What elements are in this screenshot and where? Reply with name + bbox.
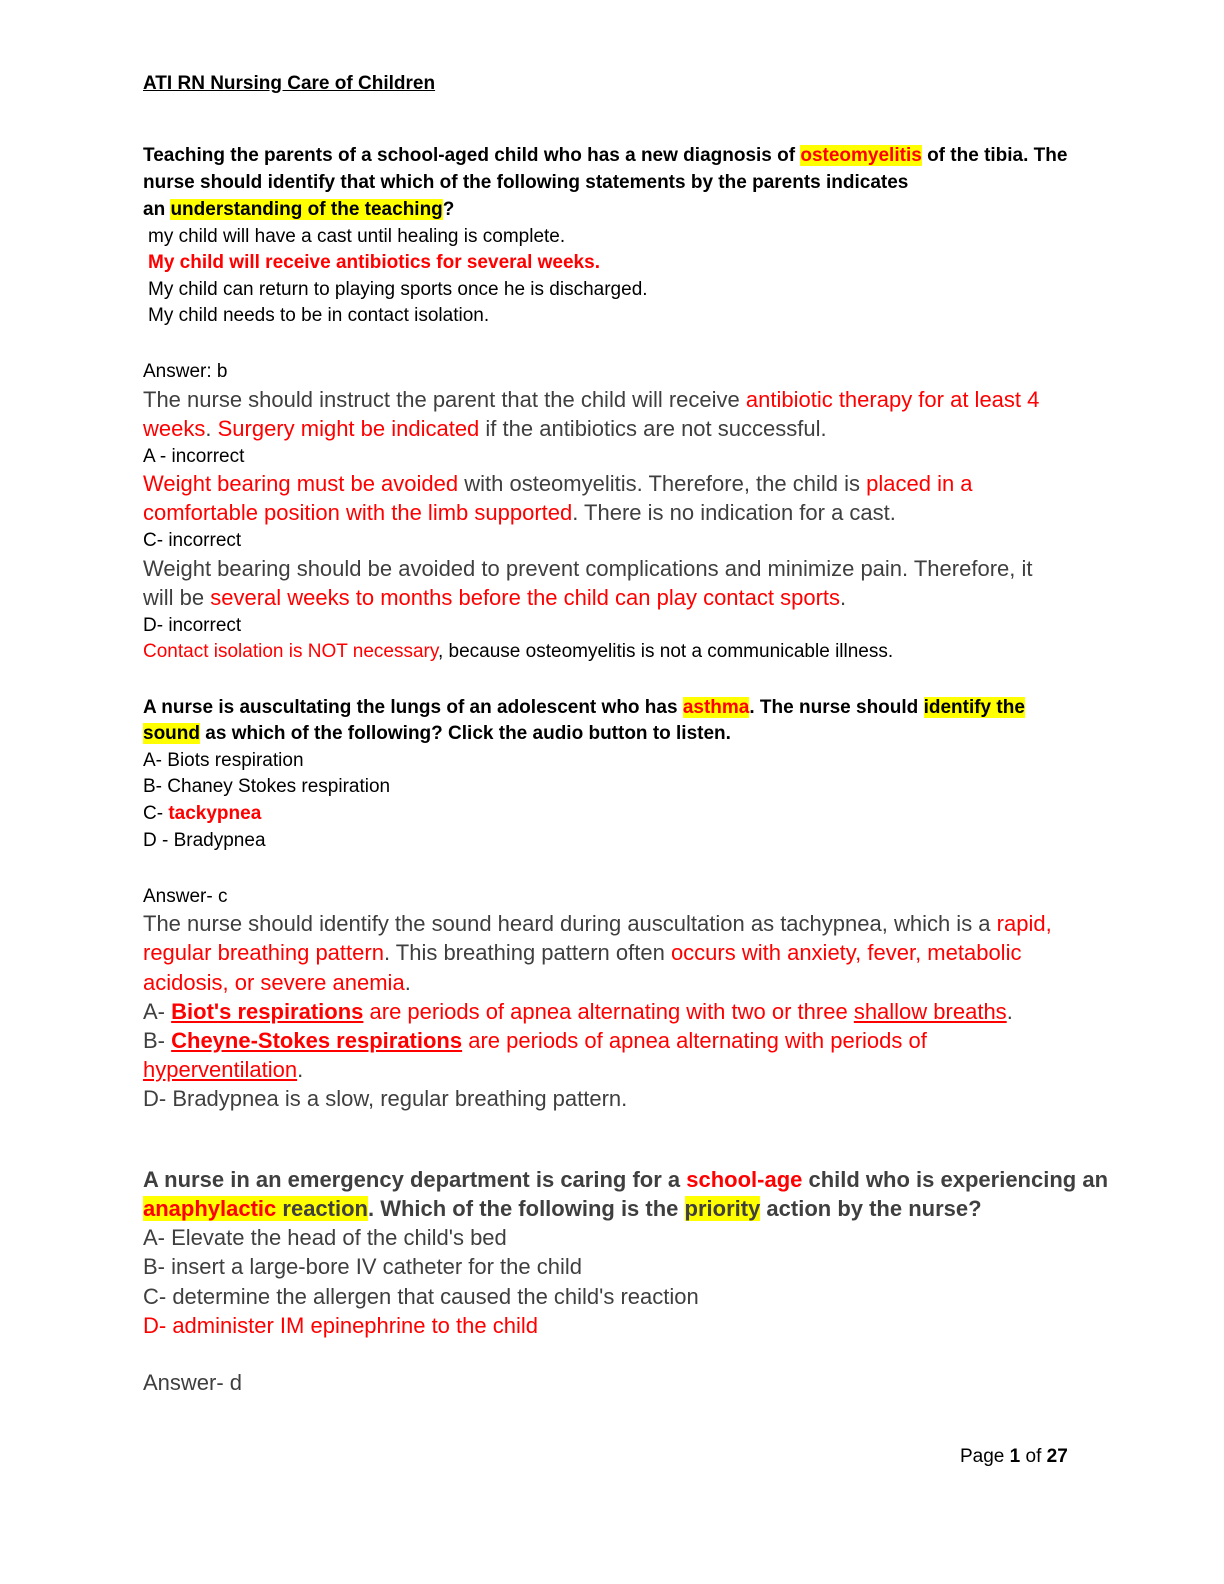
- q2-rationale-cheyne-stokes: B- Cheyne-Stokes respirations are periods of apnea alternating with periods of: [143, 1028, 927, 1053]
- q1-c-heading: C- incorrect: [143, 530, 242, 551]
- page-number-footer: Page 1 of 27: [960, 1446, 1068, 1467]
- q3-option-a: A- Elevate the head of the child's bed: [143, 1225, 507, 1250]
- q2-highlight-identify: identify the: [923, 697, 1025, 718]
- q2-rationale-biots: A- Biot's respirations are periods of apnea alternating with two or three shallow breaths.: [143, 999, 1013, 1024]
- q1-d-rationale: Contact isolation is NOT necessary, because osteomyelitis is not a communicable illness.: [143, 641, 894, 662]
- q3-highlight-anaphylactic: anaphylactic: [143, 1196, 277, 1221]
- q1-option-a: my child will have a cast until healing is complete.: [148, 226, 566, 247]
- q2-option-c-correct: C- tackypnea: [143, 803, 262, 824]
- q1-option-c: My child can return to playing sports once he is discharged.: [148, 279, 648, 300]
- q1-highlight-osteomyelitis: osteomyelitis: [800, 145, 922, 166]
- q1-a-rationale-line1: Weight bearing must be avoided with osteomyelitis. Therefore, the child is placed in a: [143, 471, 973, 496]
- q1-rationale-line1: The nurse should instruct the parent that the child will receive antibiotic therapy for at least 4: [143, 387, 1040, 412]
- q2-rationale-bradypnea: D- Bradypnea is a slow, regular breathing pattern.: [143, 1086, 628, 1111]
- q3-stem-line1: A nurse in an emergency department is caring for a school-age child who is experiencing an: [143, 1167, 1109, 1192]
- q1-a-heading: A - incorrect: [143, 446, 245, 467]
- q1-rationale-line2: weeks. Surgery might be indicated if the antibiotics are not successful.: [143, 416, 827, 441]
- q2-highlight-sound: sound: [143, 723, 200, 744]
- q1-stem-line3: an understanding of the teaching?: [143, 199, 455, 220]
- q2-rationale-line3: acidosis, or severe anemia.: [143, 970, 411, 995]
- q3-option-c: C- determine the allergen that caused the child's reaction: [143, 1284, 699, 1309]
- q2-option-b: B- Chaney Stokes respiration: [143, 776, 391, 797]
- q1-c-rationale-line1: Weight bearing should be avoided to prevent complications and minimize pain. Therefore, it: [143, 556, 1033, 581]
- q1-a-rationale-line2: comfortable position with the limb supported. There is no indication for a cast.: [143, 500, 896, 525]
- q3-option-d-correct: D- administer IM epinephrine to the child: [143, 1313, 538, 1338]
- q3-answer: Answer- d: [143, 1370, 243, 1395]
- q1-d-heading: D- incorrect: [143, 615, 242, 636]
- q1-option-b-correct: My child will receive antibiotics for several weeks.: [148, 252, 600, 273]
- q2-rationale-line2: regular breathing pattern. This breathing pattern often occurs with anxiety, fever, metabolic: [143, 940, 1022, 965]
- q1-stem-line2: nurse should identify that which of the following statements by the parents indicates: [143, 172, 909, 193]
- q1-c-rationale-line2: will be several weeks to months before the child can play contact sports.: [143, 585, 847, 610]
- q2-stem-line1: A nurse is auscultating the lungs of an adolescent who has asthma. The nurse should identify the: [143, 697, 1025, 718]
- q2-rationale-line1: The nurse should identify the sound heard during auscultation as tachypnea, which is a rapid,: [143, 911, 1052, 936]
- q2-stem-line2: sound as which of the following? Click the audio button to listen.: [143, 723, 731, 744]
- q2-rationale-cheyne-stokes-line2: hyperventilation.: [143, 1057, 304, 1082]
- q3-stem-line2: anaphylactic reaction. Which of the following is the priority action by the nurse?: [143, 1196, 982, 1221]
- q2-highlight-asthma: asthma: [682, 697, 750, 718]
- q1-answer: Answer: b: [143, 361, 228, 382]
- q1-stem-line1: Teaching the parents of a school-aged child who has a new diagnosis of osteomyelitis of the tibia. The: [143, 145, 1068, 166]
- q3-option-b: B- insert a large-bore IV catheter for the child: [143, 1254, 582, 1279]
- q1-option-d: My child needs to be in contact isolation.: [148, 305, 490, 326]
- q2-answer: Answer- c: [143, 886, 228, 907]
- q1-highlight-understanding: understanding of the teaching: [170, 199, 443, 220]
- q2-option-a: A- Biots respiration: [143, 750, 304, 771]
- document-title: ATI RN Nursing Care of Children: [143, 73, 436, 94]
- q2-option-d: D - Bradypnea: [143, 830, 266, 851]
- q3-highlight-priority: priority: [684, 1196, 761, 1221]
